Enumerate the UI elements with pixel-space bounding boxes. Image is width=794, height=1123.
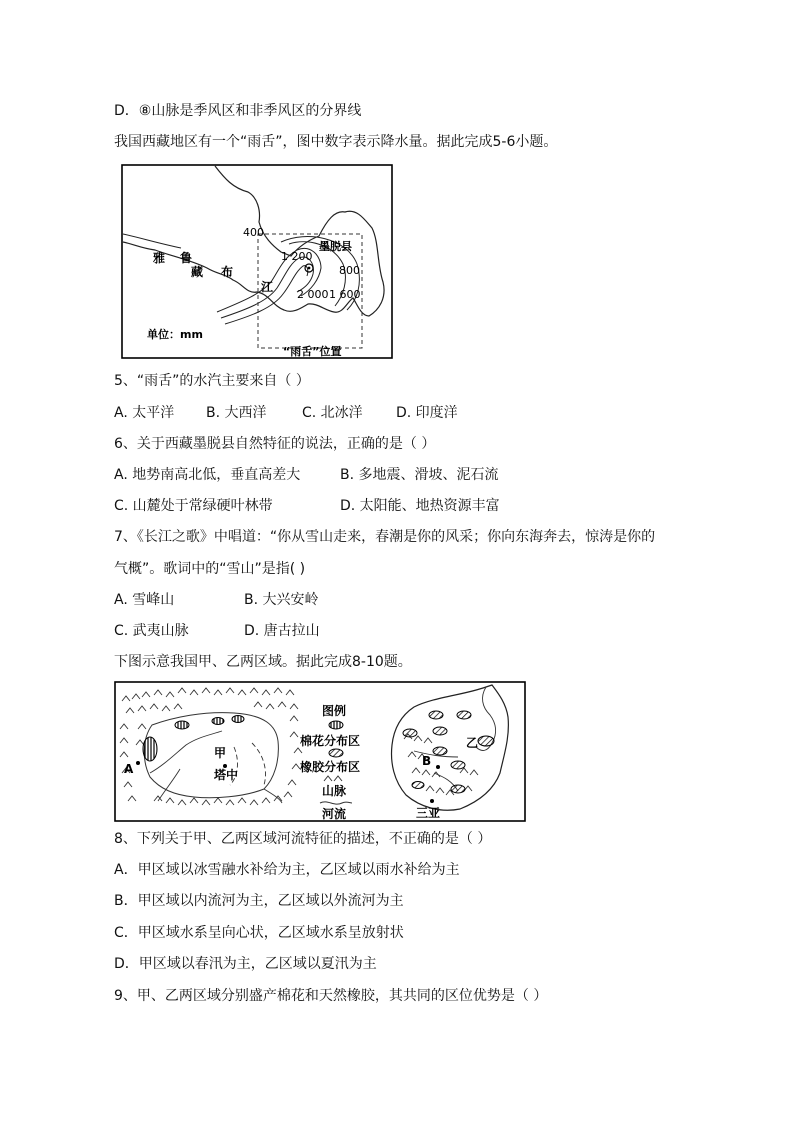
label-jia: 甲 bbox=[214, 746, 227, 760]
q7-option-a: A. 雪峰山 bbox=[114, 592, 175, 608]
label-ya: 雅 bbox=[153, 251, 166, 265]
q6-option-d: D. 太阳能、地热资源丰富 bbox=[340, 498, 500, 514]
unit-label: 单位：mm bbox=[147, 328, 203, 341]
label-sanya: 三亚 bbox=[416, 806, 441, 820]
q6-option-a: A. 地势南高北低，垂直高差大 bbox=[114, 467, 301, 483]
q6-stem: 6、关于西藏墨脱县自然特征的说法，正确的是（ ） bbox=[114, 436, 436, 452]
contour-800: 800 bbox=[339, 264, 360, 277]
legend-cotton: 棉花分布区 bbox=[300, 734, 361, 748]
legend-mountain: 山脉 bbox=[322, 784, 347, 798]
label-b: B bbox=[422, 754, 432, 768]
contour-400: 400 bbox=[243, 226, 264, 239]
legend-rubber: 橡胶分布区 bbox=[300, 760, 361, 774]
q9-stem: 9、甲、乙两区域分别盛产棉花和天然橡胶，其共同的区位优势是（ ） bbox=[114, 988, 548, 1004]
rain-tongue-map bbox=[121, 164, 393, 359]
q6-option-b: B. 多地震、滑坡、泥石流 bbox=[340, 467, 499, 483]
q7-option-b: B. 大兴安岭 bbox=[244, 592, 319, 608]
contour-2000: 2 000 bbox=[297, 288, 329, 301]
q8-option-a: A．甲区域以冰雪融水补给为主，乙区域以雨水补给为主 bbox=[114, 862, 460, 878]
label-zang: 藏 bbox=[191, 265, 204, 279]
q7-stem-line1: 7、《长江之歌》中唱道：“你从雪山走来，春潮是你的风采；你向东海奔去，惊涛是你的 bbox=[114, 529, 656, 545]
q5-stem: 5、“雨舌”的水汽主要来自（ ） bbox=[114, 373, 310, 389]
q5-option-a: A. 太平洋 bbox=[114, 405, 175, 421]
q8-option-b: B．甲区域以内流河为主，乙区域以外流河为主 bbox=[114, 893, 404, 909]
prev-option-d: D．⑧山脉是季风区和非季风区的分界线 bbox=[114, 103, 362, 119]
jia-yi-region-map bbox=[114, 681, 526, 822]
q8-option-d: D．甲区域以春汛为主，乙区域以夏汛为主 bbox=[114, 956, 377, 972]
q7-option-c: C. 武夷山脉 bbox=[114, 623, 189, 639]
q5-option-b: B. 大西洋 bbox=[206, 405, 267, 421]
contour-1600: 1 600 bbox=[329, 288, 361, 301]
map2-intro: 下图示意我国甲、乙两区域。据此完成8-10题。 bbox=[114, 654, 412, 670]
legend-title: 图例 bbox=[322, 704, 347, 718]
label-a: A bbox=[124, 762, 134, 776]
label-jiang: 江 bbox=[261, 280, 274, 294]
tongue-position-label: “雨舌”位置 bbox=[283, 345, 342, 358]
legend-river: 河流 bbox=[322, 807, 347, 821]
q6-option-c: C. 山麓处于常绿硬叶林带 bbox=[114, 498, 273, 514]
q7-option-d: D. 唐古拉山 bbox=[244, 623, 320, 639]
q8-stem: 8、下列关于甲、乙两区域河流特征的描述，不正确的是（ ） bbox=[114, 831, 492, 847]
label-tazhong: 塔中 bbox=[214, 768, 239, 782]
label-yi: 乙 bbox=[466, 736, 479, 750]
county-label: 墨脱县 bbox=[319, 240, 352, 253]
q5-option-d: D. 印度洋 bbox=[396, 405, 458, 421]
q8-option-c: C．甲区域水系呈向心状，乙区域水系呈放射状 bbox=[114, 925, 404, 941]
label-bu: 布 bbox=[221, 265, 234, 279]
q5-option-c: C. 北冰洋 bbox=[302, 405, 363, 421]
rain-tongue-intro: 我国西藏地区有一个“雨舌”，图中数字表示降水量。据此完成5-6小题。 bbox=[114, 134, 558, 150]
contour-1200: 1 200 bbox=[281, 250, 313, 263]
q7-stem-line2: 气概”。歌词中的“雪山”是指( ) bbox=[114, 561, 306, 577]
label-lu: 鲁 bbox=[180, 251, 193, 265]
